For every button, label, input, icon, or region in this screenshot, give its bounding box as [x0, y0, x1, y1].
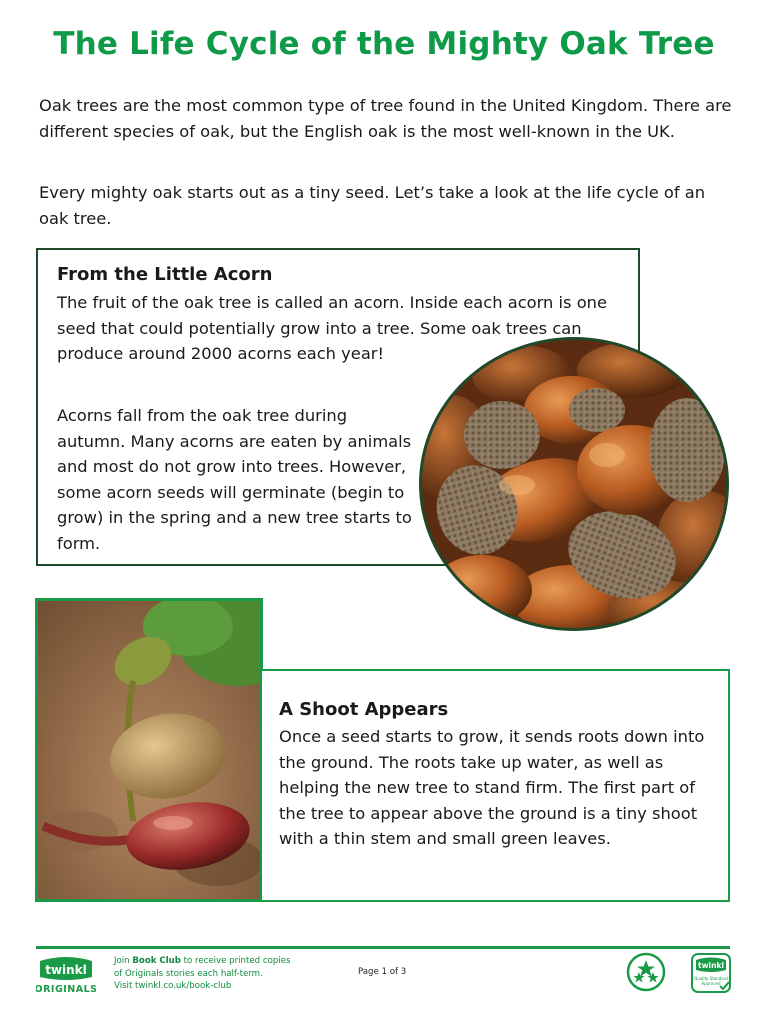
badge-line-2: Approved — [701, 981, 721, 986]
shoot-section-box — [262, 669, 730, 902]
acorn-section-paragraph-1: The fruit of the oak tree is called an acorn. Inside each acorn is one seed that could potentially grow into a tree. Some oak trees can produce around 2000 acorns each year! — [57, 293, 608, 363]
sprouting-acorn-illustration — [38, 601, 263, 902]
shoot-section-heading: A Shoot Appears — [279, 699, 449, 720]
logo-text-top: twinkl — [45, 963, 87, 977]
stars-badge-icon — [626, 952, 666, 992]
quality-approved-badge-icon — [690, 952, 732, 994]
page-number: Page 1 of 3 — [358, 967, 407, 977]
badge-brand-text: twinkl — [698, 961, 724, 970]
acorns-photo — [419, 337, 729, 631]
intro-paragraph-1: Oak trees are the most common type of tree found in the United Kingdom. There are different species of oak, but the English oak is the most well-known in the UK. — [39, 96, 732, 141]
logo-text-bottom: ORIGINALS — [36, 984, 96, 995]
book-club-link[interactable]: Visit twinkl.co.uk/book-club — [114, 981, 232, 991]
footer-divider — [36, 946, 730, 949]
acorns-illustration — [422, 340, 729, 631]
acorn-section-paragraph-2: Acorns fall from the oak tree during autumn. Many acorns are eaten by animals and most do not grow into trees. However, some acorn seeds will germinate (begin to grow) in the spring and a new tree starts to form. — [57, 406, 412, 553]
shoot-section-paragraph: Once a seed starts to grow, it sends roots down into the ground. The roots take up water, as well as helping the new tree to stand firm. The first part of the tree to appear above the ground is a tiny shoot with a thin stem and small green leaves. — [279, 727, 705, 848]
book-club-notice: Join Book Club to receive printed copies of Originals stories each half-term. Visit twinkl.co.uk/book-club — [114, 956, 291, 991]
badge-line-1: Quality Standard — [694, 976, 728, 981]
twinkl-originals-logo — [36, 955, 96, 995]
sprouting-acorn-photo — [35, 598, 263, 902]
book-club-label: Book Club — [132, 956, 181, 966]
intro-paragraph-2: Every mighty oak starts out as a tiny seed. Let’s take a look at the life cycle of an oak tree. — [39, 183, 706, 228]
page-title: The Life Cycle of the Mighty Oak Tree — [53, 26, 715, 62]
acorn-section-heading: From the Little Acorn — [57, 264, 273, 285]
